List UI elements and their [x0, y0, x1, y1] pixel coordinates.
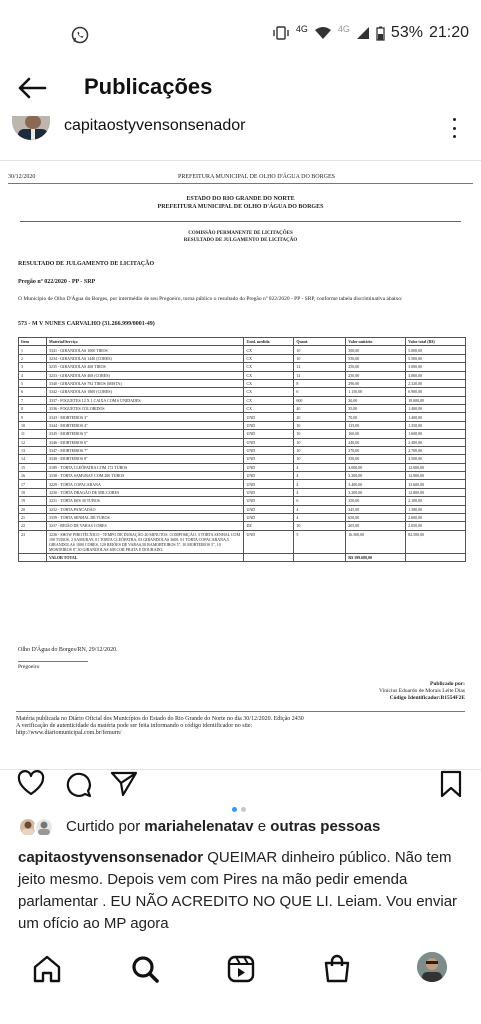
table-cell: 10 — [294, 455, 346, 463]
table-cell: 2.400,00 — [406, 438, 466, 446]
table-cell: 3234 - GIRANDOLAS 1440 (CORES) — [46, 354, 243, 362]
table-cell: CX — [244, 354, 294, 362]
table-cell: UND — [244, 488, 294, 496]
carousel-dot-active — [232, 807, 237, 812]
table-cell: 270,00 — [346, 446, 406, 454]
wifi-icon — [314, 26, 332, 40]
table-cell: 1.400,00 — [406, 405, 466, 413]
table-cell: 3.000,00 — [346, 463, 406, 471]
table-cell: 4 — [294, 513, 346, 521]
table-cell: 23 — [19, 530, 47, 553]
table-row — [19, 396, 466, 404]
table-cell: 14 — [19, 455, 47, 463]
table-row — [19, 522, 466, 530]
table-cell: 500,00 — [346, 346, 406, 354]
table-cell: 10 — [294, 346, 346, 354]
table-cell: 3231 - TORTA ISIS 30 TUBOS — [46, 497, 243, 505]
doc-pregoeiro: Pregoeiro — [18, 664, 40, 670]
table-cell: 4 — [294, 505, 346, 513]
table-cell: 250,00 — [346, 363, 406, 371]
table-cell: 12.800,00 — [406, 488, 466, 496]
col-header: Valor unitário — [346, 338, 406, 346]
whatsapp-icon — [70, 25, 90, 45]
licitation-table — [18, 337, 466, 562]
reels-icon[interactable] — [226, 954, 256, 984]
table-row — [19, 354, 466, 362]
table-cell: 290,00 — [346, 379, 406, 387]
table-cell: 12 — [294, 371, 346, 379]
table-cell: 3236 - SHOW PIROTÉCNICO - TEMPO DE DURAÇÃO 20 MINUTOS. COMPOSIÇÃO: 3 TORTA SENHAL COM 100 TUBOS, 2 SAMURAY, 01 TORTA CLEÓPATRA, 03 GIRANDOLAS 3600, 01 TORTA COPACABANA,5 GIRANDOLAS 1000 CORES, 120 REIÕES DE VARAS,50 BAMORTEIROS 5", 10 MORTEIROS 5", 10 MORTEIROS 8",30 GIRANDOLAS 468 COR PRATA E DOURADO. — [46, 530, 243, 553]
table-cell: 3342 - GIRANDOLAS 1800 (CORES) — [46, 388, 243, 396]
table-cell: 3237 - REIÃO DE VARAS CORES — [46, 522, 243, 530]
table-cell: 6.900,00 — [406, 388, 466, 396]
table-cell: UND — [244, 438, 294, 446]
home-icon[interactable] — [32, 954, 62, 984]
signal-icon — [356, 26, 370, 40]
table-cell: 1.400,00 — [406, 413, 466, 421]
more-options-icon[interactable] — [451, 118, 457, 138]
table-cell: UND — [244, 505, 294, 513]
doc-prefeitura-top: PREFEITURA MUNICIPAL DE OLHO D'ÁGUA DO BORGES — [178, 174, 335, 180]
post-header — [0, 110, 481, 150]
signature-line — [18, 661, 88, 662]
table-cell: 30,00 — [346, 396, 406, 404]
search-icon[interactable] — [130, 954, 160, 984]
table-cell: CX — [244, 405, 294, 413]
table-cell: 3336 - FOGUETES COLORIDOS — [46, 405, 243, 413]
table-row — [19, 413, 466, 421]
table-cell: 3232 - TORTA PANCADÃO — [46, 505, 243, 513]
battery-level: 53% — [390, 24, 423, 41]
table-cell: 3337 - FOGUETES 12 X 1 CAIXA COM 6 UNIDADES — [46, 396, 243, 404]
table-cell: 3235 - GIRANDOLAS 468 TIROS — [46, 363, 243, 371]
table-cell: UND — [244, 421, 294, 429]
doc-commission: COMISSÃO PERMANENTE DE LICITAÇÕES RESULTADO DE JULGAMENTO DE LICITAÇÃO — [183, 231, 298, 243]
total-value: R$ 199.680,00 — [346, 554, 406, 562]
table-cell: 10 — [294, 421, 346, 429]
table-cell: 7 — [19, 396, 47, 404]
table-cell: 3343 - MORTEIROS 3" — [46, 413, 243, 421]
table-row — [19, 446, 466, 454]
col-header: Valor total (R$) — [406, 338, 466, 346]
table-cell: 10 — [294, 430, 346, 438]
table-cell: 3346 - MORTEIROS 6" — [46, 438, 243, 446]
table-row — [19, 388, 466, 396]
table-cell: 12 — [19, 438, 47, 446]
table-cell: 21 — [19, 513, 47, 521]
heart-icon[interactable] — [17, 770, 45, 798]
divider — [8, 183, 473, 184]
table-cell: 4 — [294, 463, 346, 471]
col-header: Item — [19, 338, 47, 346]
table-cell: 10 — [294, 354, 346, 362]
table-cell: CX — [244, 363, 294, 371]
table-cell: 11 — [19, 430, 47, 438]
table-cell: 3230 - TORTA DRAGÃO DE MIL CORES — [46, 488, 243, 496]
status-right — [272, 24, 469, 42]
table-cell: 2.320,00 — [406, 379, 466, 387]
table-cell: 345,00 — [346, 505, 406, 513]
table-cell: 550,00 — [346, 354, 406, 362]
table-cell: 12.000,00 — [406, 463, 466, 471]
doc-result-title: RESULTADO DE JULGAMENTO DE LICITAÇÃO — [18, 261, 155, 267]
table-row — [19, 455, 466, 463]
post-actions — [0, 770, 481, 810]
status-bar — [0, 0, 481, 66]
table-cell: 2.050,00 — [406, 522, 466, 530]
table-cell: 2.600,00 — [406, 513, 466, 521]
table-row — [19, 497, 466, 505]
table-cell: 3.200,00 — [346, 472, 406, 480]
table-cell: CX — [244, 371, 294, 379]
table-header-row — [19, 338, 466, 346]
paper-plane-icon[interactable] — [110, 770, 138, 798]
doc-publisher: Publicado por: Vinícius Eduardo de Morais Leite Dias Código Identificador:B1554F2E — [379, 681, 465, 701]
table-cell: 4 — [294, 472, 346, 480]
table-cell: UND — [244, 455, 294, 463]
table-cell: 3340 - GIRANDOLAS 792 TIROS (MISTA) — [46, 379, 243, 387]
table-cell: 250,00 — [346, 371, 406, 379]
likes-text: Curtido por mariahelenatav e outras pessoas — [66, 818, 381, 835]
doc-place-date: Olho D'Água do Borges/RN, 29/12/2020. — [18, 647, 118, 653]
table-cell: 4 — [19, 371, 47, 379]
page-title: Publicações — [84, 74, 213, 99]
table-row — [19, 438, 466, 446]
table-cell: 3.400,00 — [346, 480, 406, 488]
doc-date: 30/12/2020 — [8, 174, 36, 180]
clock: 21:20 — [428, 24, 469, 41]
table-cell: 160,00 — [346, 430, 406, 438]
table-cell: 350,00 — [346, 455, 406, 463]
table-row — [19, 363, 466, 371]
table-cell: 3.200,00 — [346, 488, 406, 496]
table-cell: 40 — [294, 405, 346, 413]
table-cell: CX — [244, 388, 294, 396]
system-nav-area — [0, 994, 481, 1024]
table-cell: 135,00 — [346, 421, 406, 429]
table-cell: 3.500,00 — [406, 455, 466, 463]
table-cell: 12.800,00 — [406, 472, 466, 480]
table-cell: UND — [244, 430, 294, 438]
table-cell: 3.000,00 — [406, 371, 466, 379]
table-cell: 6 — [294, 388, 346, 396]
doc-footer: Matéria publicada no Diário Oficial dos Municípios do Estado do Rio Grande do Norte no dia 30/12/2020. Edição 2430 A verificação de autenticidade da matéria pode ser feita informando o código identificador no site: http://www.diariomunicipal.com.br/femurn/ — [16, 716, 304, 736]
top-bar — [0, 66, 481, 110]
table-cell: 3341 - GIRANDOLAS 1000 TIROS — [46, 346, 243, 354]
table-cell: 3233 - GIRANDOLAS 468 (CORES) — [46, 371, 243, 379]
col-header: Quant. — [294, 338, 346, 346]
post-caption — [18, 847, 470, 935]
total-label: VALOR TOTAL — [46, 554, 243, 562]
table-cell: 13.600,00 — [406, 480, 466, 488]
doc-state: ESTADO DO RIO GRANDE DO NORTE PREFEITURA MUNICIPAL DE OLHO D'ÁGUA DO BORGES — [157, 196, 324, 210]
table-cell: 1.600,00 — [406, 430, 466, 438]
table-cell: 35,00 — [346, 405, 406, 413]
table-cell: 3345 - MORTEIROS 5" — [46, 430, 243, 438]
table-cell: CX — [244, 346, 294, 354]
arrow-left-icon[interactable] — [17, 76, 47, 100]
battery-icon — [376, 26, 385, 41]
doc-pregao: Pregão nº 022/2020 - PP - SRP — [18, 279, 96, 285]
likes-row[interactable] — [18, 815, 468, 841]
account-username[interactable]: capitaostyvensonsenador — [64, 117, 246, 134]
table-cell: 4 — [294, 488, 346, 496]
table-row — [19, 530, 466, 553]
table-cell: 18 — [19, 488, 47, 496]
comment-icon[interactable] — [64, 770, 92, 798]
table-cell: CX — [244, 379, 294, 387]
table-cell: 3338 - TORTA SAMURAY COM 200 TUBOS — [46, 472, 243, 480]
table-cell: 5 — [294, 530, 346, 553]
network-label-secondary: 4G — [337, 24, 350, 34]
table-cell: 5.000,00 — [406, 346, 466, 354]
table-cell: 16.500,00 — [346, 530, 406, 553]
caption-username[interactable]: capitaostyvensonsenador — [18, 849, 204, 866]
col-header: Material/Serviço — [46, 338, 243, 346]
table-cell: 650,00 — [346, 513, 406, 521]
bottom-nav — [0, 944, 481, 994]
network-label: 4G — [295, 24, 308, 34]
table-row — [19, 488, 466, 496]
divider — [16, 711, 465, 712]
table-cell: 3339 - TORTA SENHAL DE TUBOS — [46, 513, 243, 521]
table-cell: 3 — [19, 363, 47, 371]
table-cell: 70,00 — [346, 413, 406, 421]
liker-avatar — [34, 817, 54, 837]
table-cell: 5.500,00 — [406, 354, 466, 362]
table-cell: UND — [244, 413, 294, 421]
shopping-bag-icon[interactable] — [322, 954, 352, 984]
table-cell: 3348 - MORTEIROS 8" — [46, 455, 243, 463]
table-row — [19, 371, 466, 379]
post-image[interactable] — [0, 160, 481, 770]
vibrate-icon — [272, 26, 290, 40]
table-cell: UND — [244, 513, 294, 521]
table-cell: 3344 - MORTEIROS 4" — [46, 421, 243, 429]
table-cell: UND — [244, 480, 294, 488]
table-cell: 1.350,00 — [406, 421, 466, 429]
table-cell: CX — [244, 396, 294, 404]
table-row — [19, 379, 466, 387]
doc-company: 573 - M V NUNES CARVALHO (31.266.999/0001-49) — [18, 321, 155, 327]
profile-avatar[interactable] — [417, 952, 447, 982]
table-cell: UND — [244, 446, 294, 454]
table-cell: 82.500,00 — [406, 530, 466, 553]
table-cell: 6 — [294, 497, 346, 505]
table-cell: 240,00 — [346, 438, 406, 446]
table-cell: 2.100,00 — [406, 497, 466, 505]
table-cell: 1 — [19, 346, 47, 354]
carousel-dot — [241, 807, 246, 812]
table-cell: UND — [244, 497, 294, 505]
table-cell: 9 — [19, 413, 47, 421]
table-cell: 3229 - TORTA COPACABANA — [46, 480, 243, 488]
bookmark-icon[interactable] — [437, 770, 465, 798]
table-row — [19, 421, 466, 429]
table-row — [19, 463, 466, 471]
table-cell: 8 — [294, 379, 346, 387]
table-row — [19, 480, 466, 488]
table-cell: 600 — [294, 396, 346, 404]
table-row — [19, 472, 466, 480]
liker-username[interactable]: mariahelenatav — [144, 818, 254, 835]
table-cell: 13 — [19, 446, 47, 454]
table-cell: 3347 - MORTEIROS 7" — [46, 446, 243, 454]
table-cell: 18.000,00 — [406, 396, 466, 404]
table-cell: 6 — [19, 388, 47, 396]
carousel-indicator — [232, 807, 246, 812]
table-cell: 10 — [294, 446, 346, 454]
table-cell: 350,00 — [346, 497, 406, 505]
table-cell: 2.700,00 — [406, 446, 466, 454]
likes-others[interactable]: outras pessoas — [270, 818, 381, 835]
table-cell: 20 — [294, 413, 346, 421]
col-header: Unid. medida — [244, 338, 294, 346]
table-cell: 10 — [294, 438, 346, 446]
table-cell: 17 — [19, 480, 47, 488]
table-cell: 10 — [294, 522, 346, 530]
table-cell: 8 — [19, 405, 47, 413]
table-cell: 16 — [19, 472, 47, 480]
table-cell: 3.000,00 — [406, 363, 466, 371]
table-cell: 3189 - TORTA CLEÓPATRA COM 172 TUBOS — [46, 463, 243, 471]
table-row — [19, 346, 466, 354]
table-cell: UND — [244, 463, 294, 471]
table-cell: 5 — [19, 379, 47, 387]
table-cell: 20 — [19, 505, 47, 513]
table-cell: 12 — [294, 363, 346, 371]
table-cell: UND — [244, 530, 294, 553]
table-cell: 19 — [19, 497, 47, 505]
table-cell: 4 — [294, 480, 346, 488]
table-cell: 10 — [19, 421, 47, 429]
table-cell: 1.380,00 — [406, 505, 466, 513]
table-row — [19, 505, 466, 513]
table-row — [19, 405, 466, 413]
table-cell: DZ — [244, 522, 294, 530]
table-cell: 2 — [19, 354, 47, 362]
table-cell: 15 — [19, 463, 47, 471]
table-cell: 205,00 — [346, 522, 406, 530]
caption-text: QUEIMAR dinheiro público. Não tem jeito mesmo. Depois vem com Pires na mão pedir emenda parlamentar . EU NÃO ACREDITO NO QUE LI. Leiam. Vou enviar um ofício ao MP agora — [18, 849, 458, 932]
divider — [20, 221, 461, 222]
table-cell: 22 — [19, 522, 47, 530]
table-cell: UND — [244, 472, 294, 480]
avatar[interactable] — [10, 114, 52, 142]
doc-intro: O Município de Olho D'Água do Borges, por intermédio de seu Pregoeiro, torna público o resultado do Pregão nº 022/2020 - PP - SRP, conforme tabela discriminativa abaixo: — [18, 296, 403, 302]
table-row — [19, 513, 466, 521]
table-total-row — [19, 554, 466, 562]
table-cell: 1.150,00 — [346, 388, 406, 396]
table-row — [19, 430, 466, 438]
